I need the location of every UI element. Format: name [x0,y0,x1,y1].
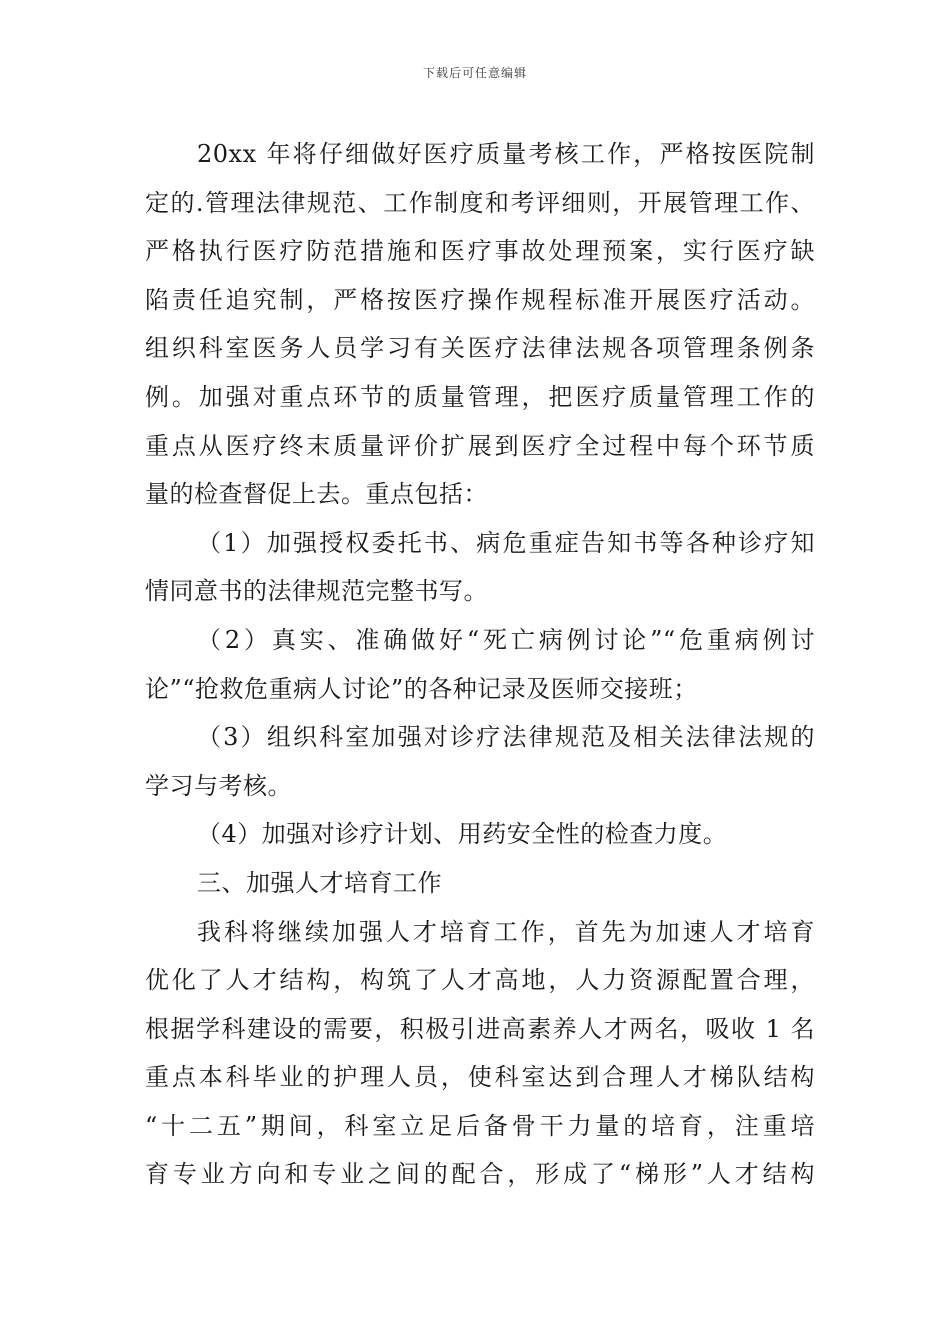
text-line: “十二五”期间，科室立足后备骨干力量的培育，注重培 [145,1111,815,1140]
text-line: 陷责任追究制，严格按医疗操作规程标准开展医疗活动。 [145,285,815,314]
text-line: 优化了人才结构，构筑了人才高地，人力资源配置合理， [145,966,815,995]
document-body [145,130,815,1199]
text-line: 论”“抢救危重病人讨论”的各种记录及医师交接班； [145,674,698,703]
text-line: （2）真实、准确做好“死亡病例讨论”“危重病例讨 [197,625,815,654]
text-line: 重点从医疗终末质量评价扩展到医疗全过程中每个环节质 [145,431,815,460]
text-line: 根据学科建设的需要，积极引进高素养人才两名，吸收 1 名 [145,1014,815,1043]
text-line: 量的检查督促上去。重点包括： [145,480,488,509]
text-line: （3）组织科室加强对诊疗法律规范及相关法律法规的 [197,723,815,752]
text-line: 重点本科毕业的护理人员，使科室达到合理人才梯队结构 [145,1063,815,1092]
text-line: 学习与考核。 [145,771,292,800]
section-heading: 三、加强人才培育工作 [197,868,442,897]
page-header-note: 下载后可任意编辑 [422,66,527,80]
text-line: 20xx 年将仔细做好医疗质量考核工作，严格按医院制 [197,140,815,168]
text-line: 定的.管理法律规范、工作制度和考评细则，开展管理工作、 [145,188,815,217]
text-line: 组织科室医务人员学习有关医疗法律法规各项管理条例条 [145,334,815,363]
text-line: 我科将继续加强人才培育工作，首先为加速人才培育 [197,917,815,946]
text-line: 例。加强对重点环节的质量管理，把医疗质量管理工作的 [145,382,815,411]
text-line: 情同意书的法律规范完整书写。 [145,577,488,606]
text-line: （4）加强对诊疗计划、用药安全性的检查力度。 [197,820,728,849]
text-line: （1）加强授权委托书、病危重症告知书等各种诊疗知 [197,528,815,557]
text-line: 严格执行医疗防范措施和医疗事故处理预案，实行医疗缺 [145,237,815,266]
text-line: 育专业方向和专业之间的配合，形成了“梯形”人才结构 [145,1160,815,1189]
